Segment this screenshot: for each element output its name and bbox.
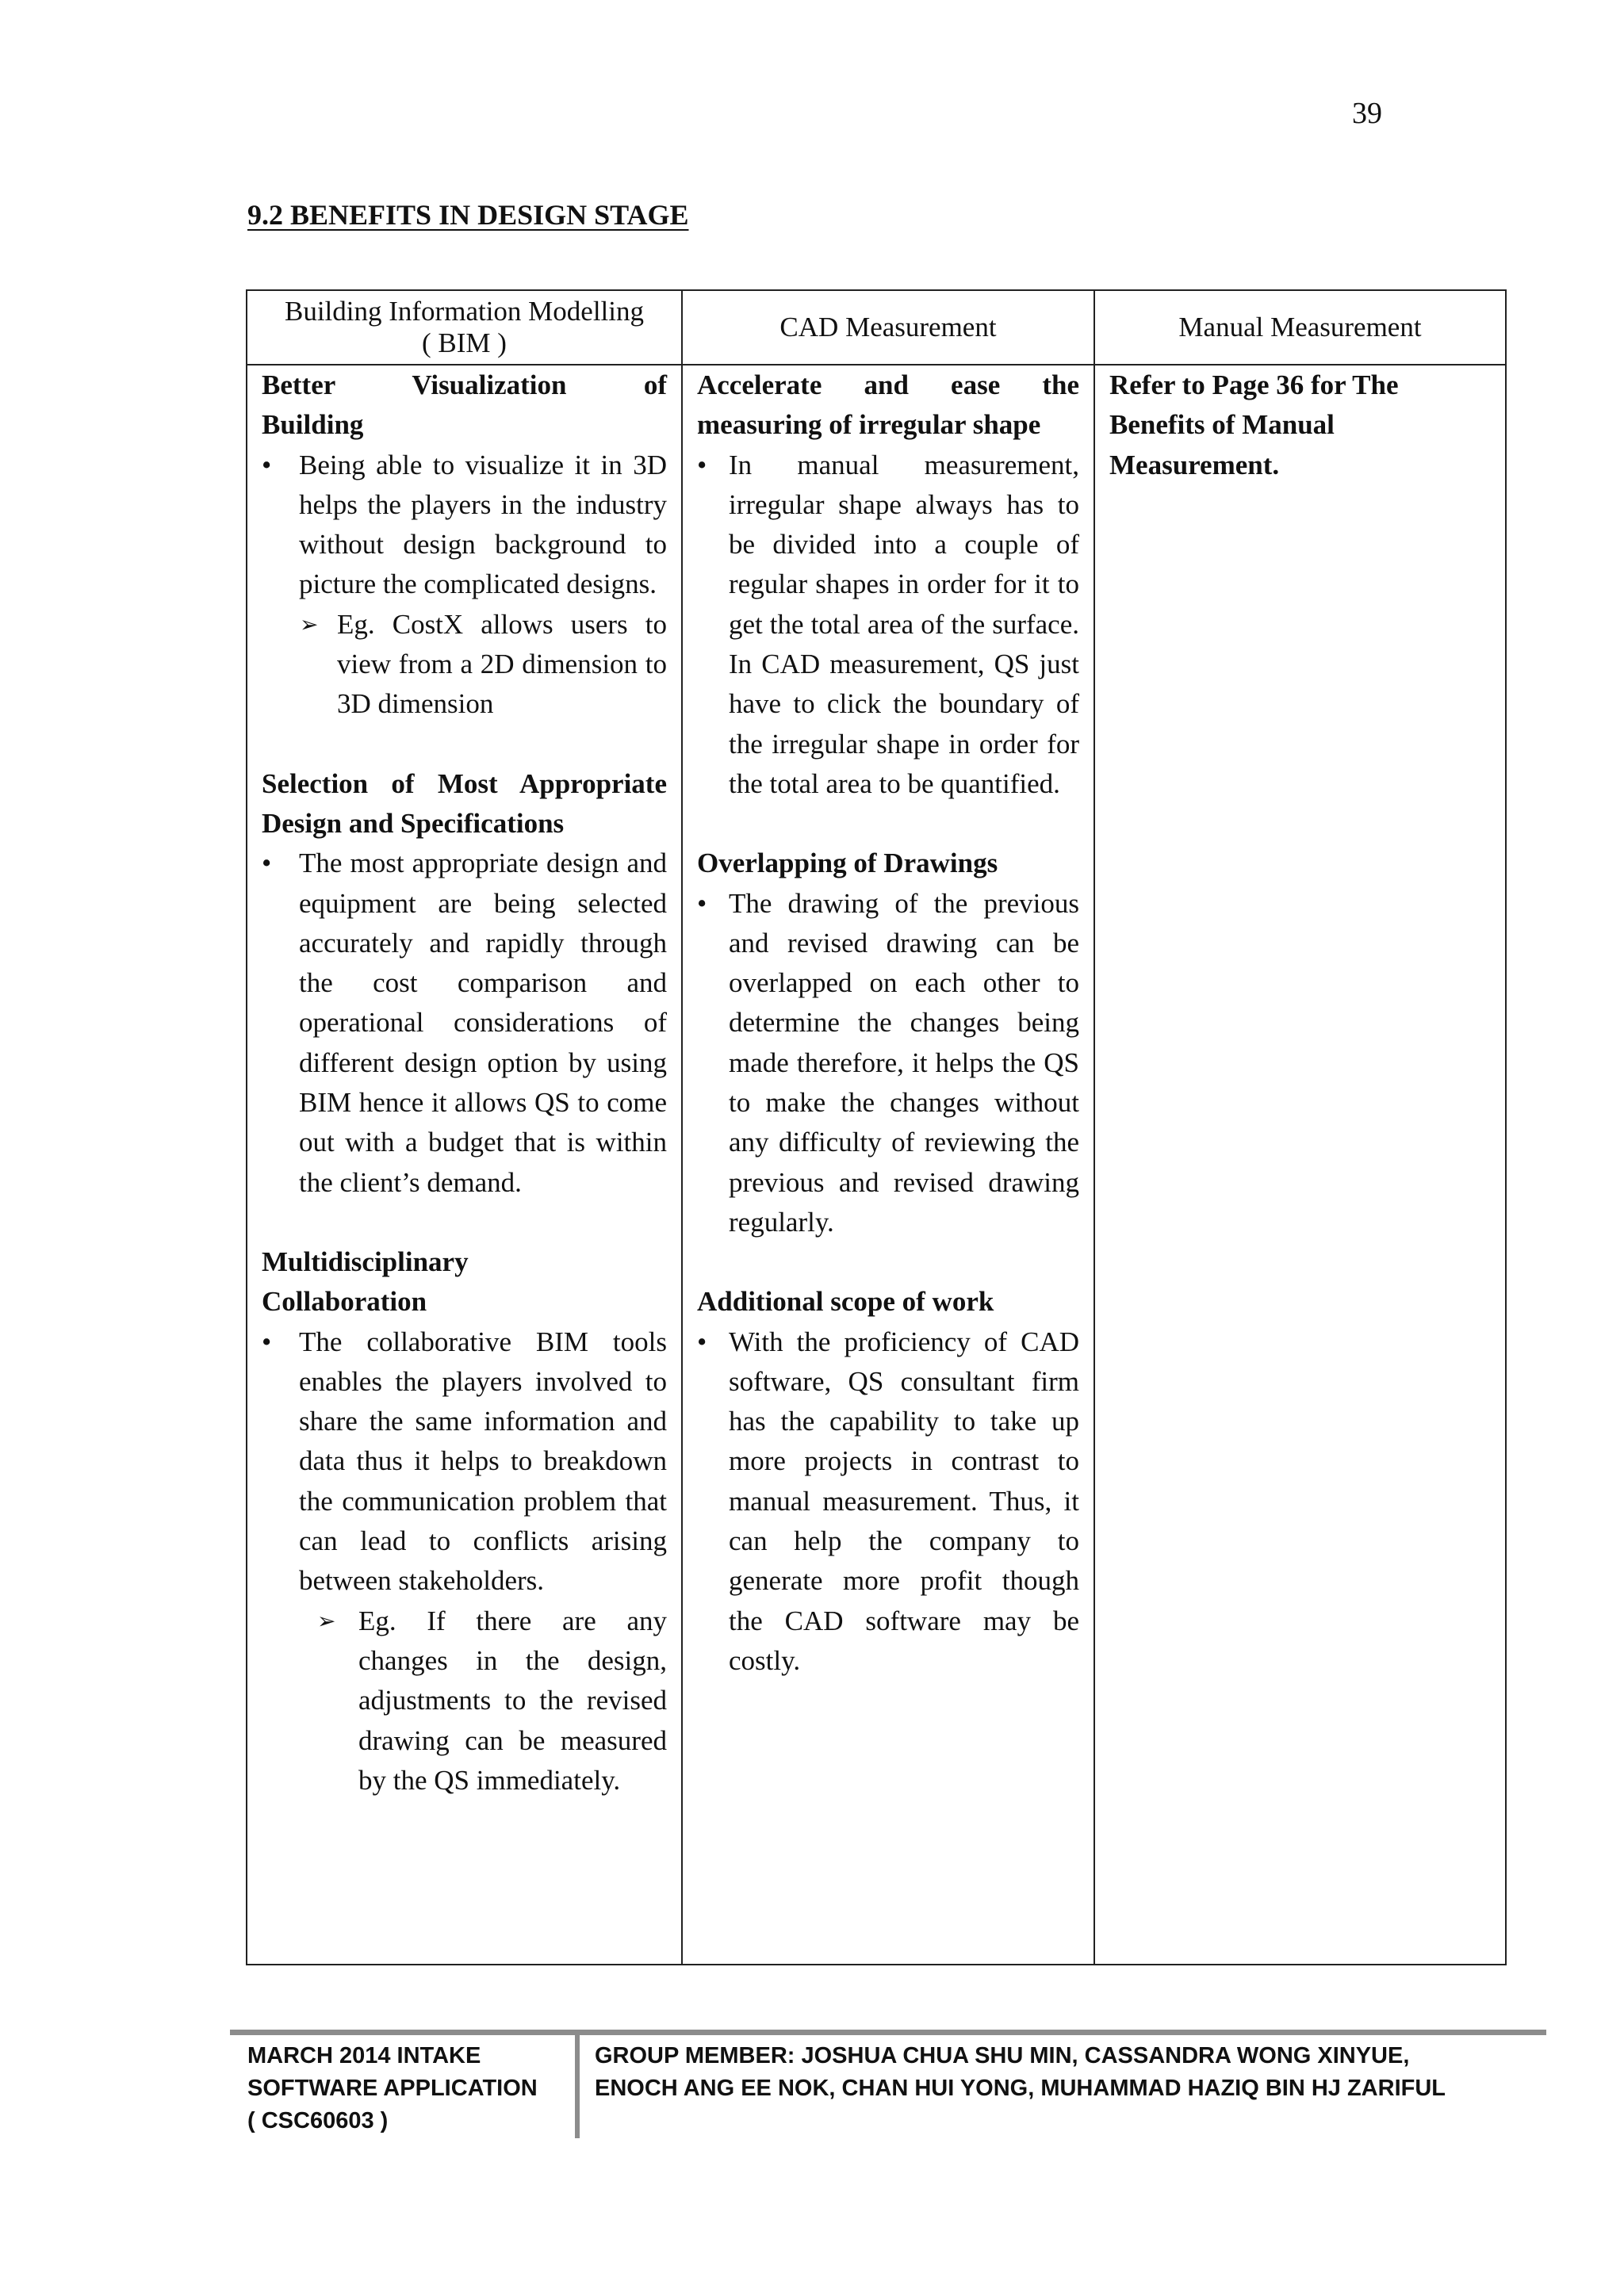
footer-group-members xyxy=(595,2040,1538,2105)
cad-irregular-title: Accelerate and ease the measuring of irregular shape xyxy=(697,369,1079,441)
cad-overlapping-text: The drawing of the previous and revised drawing can be overlapped on each other to determine the changes being made therefore, it helps the QS to make the changes without any difficulty of reviewing the previous and revised drawing regularly. xyxy=(729,887,1079,1238)
cad-overlapping-bullet xyxy=(697,884,1079,1243)
bim-collaboration-bullet xyxy=(262,1322,667,1601)
cad-scope-text: With the proficiency of CAD software, QS consultant firm has the capability to take up more projects in contrast to manual measurement. Thus, it can help the company to generate more profit though the CAD software may be costly. xyxy=(729,1326,1079,1676)
header-manual: Manual Measurement xyxy=(1094,290,1506,365)
bim-visualization-example-text: Eg. CostX allows users to view from a 2D dimension to 3D dimension xyxy=(337,608,667,720)
spacer xyxy=(697,804,1079,844)
bim-visualization-example xyxy=(262,605,667,725)
page-number: 39 xyxy=(1352,97,1382,130)
section-heading: 9.2 BENEFITS IN DESIGN STAGE xyxy=(247,199,689,231)
footer-divider xyxy=(575,2035,580,2138)
bim-visualization-title-line1: Better Visualization of xyxy=(262,369,667,400)
bim-visualization-title xyxy=(262,365,667,446)
bim-collaboration-title-line1: Multidisciplinary xyxy=(262,1246,469,1277)
cad-overlapping-title: Overlapping of Drawings xyxy=(697,848,998,879)
footer-members-line2: ENOCH ANG EE NOK, CHAN HUI YONG, MUHAMMAD HAZIQ BIN HJ ZARIFUL xyxy=(595,2076,1446,2101)
spacer xyxy=(697,1242,1079,1282)
cad-cell xyxy=(682,365,1094,1965)
bim-visualization-text: Being able to visualize it in 3D helps the players in the industry without design background to picture the complicated designs. xyxy=(299,449,667,600)
arrow-bullet-icon: ➢ xyxy=(317,1607,336,1634)
benefits-table xyxy=(246,289,1507,1965)
bim-collaboration-example xyxy=(262,1601,667,1800)
cad-irregular-bullet xyxy=(697,446,1079,805)
header-bim-line1: Building Information Modelling xyxy=(284,296,645,327)
bim-collaboration-example-text: Eg. If there are any changes in the design, adjustments to the revised drawing can be measured by the QS immediately. xyxy=(358,1605,667,1796)
table-row xyxy=(247,365,1506,1965)
manual-reference-line2: Benefits of Manual xyxy=(1109,409,1335,441)
page-footer xyxy=(230,2030,1546,2138)
cad-scope-bullet xyxy=(697,1322,1079,1682)
cad-scope-title: Additional scope of work xyxy=(697,1286,994,1318)
bullet-icon: • xyxy=(697,887,707,919)
bullet-icon: • xyxy=(262,1326,272,1357)
manual-reference xyxy=(1109,365,1491,485)
bim-collaboration-text: The collaborative BIM tools enables the players involved to share the same information and data thus it helps to breakdown the communication problem that can lead to conflicts arising between stakeholders. xyxy=(299,1326,667,1597)
table-header-row xyxy=(247,290,1506,365)
bim-selection-bullet xyxy=(262,844,667,1203)
manual-cell xyxy=(1094,365,1506,1965)
bim-visualization-bullet xyxy=(262,446,667,605)
bullet-icon: • xyxy=(262,848,272,879)
footer-course: SOFTWARE APPLICATION xyxy=(247,2076,538,2101)
cad-irregular-text: In manual measurement, irregular shape always has to be divided into a couple of regular shapes in order for it to get the total area of the surface. In CAD measurement, QS just have to click the boundary of the irregular shape in order for the total area to be quantified. xyxy=(729,449,1079,799)
bim-selection-title: Selection of Most Appropriate Design and Specifications xyxy=(262,767,667,839)
bim-visualization-title-line2: Building xyxy=(262,409,364,441)
bullet-icon: • xyxy=(262,449,272,480)
spacer xyxy=(262,725,667,764)
manual-reference-line1: Refer to Page 36 for The xyxy=(1109,369,1399,400)
footer-course-code: ( CSC60603 ) xyxy=(247,2108,389,2133)
bullet-icon: • xyxy=(697,449,707,480)
bim-selection-text: The most appropriate design and equipment are being selected accurately and rapidly through the cost comparison and operational considerations of different design option by using BIM hence it allows QS to come out with a budget that is within the client’s demand. xyxy=(299,848,667,1198)
spacer xyxy=(262,1203,667,1242)
bim-cell xyxy=(247,365,682,1965)
bim-collaboration-title xyxy=(262,1242,667,1322)
header-cad: CAD Measurement xyxy=(682,290,1094,365)
footer-course-info xyxy=(247,2040,579,2137)
bim-collaboration-title-line2: Collaboration xyxy=(262,1286,427,1318)
footer-members-line1: GROUP MEMBER: JOSHUA CHUA SHU MIN, CASSANDRA WONG XINYUE, xyxy=(595,2043,1410,2068)
bullet-icon: • xyxy=(697,1326,707,1357)
manual-reference-line3: Measurement. xyxy=(1109,449,1280,480)
footer-intake: MARCH 2014 INTAKE xyxy=(247,2043,481,2068)
header-bim xyxy=(247,290,682,365)
arrow-bullet-icon: ➢ xyxy=(300,610,319,637)
header-bim-line2: ( BIM ) xyxy=(422,327,507,358)
